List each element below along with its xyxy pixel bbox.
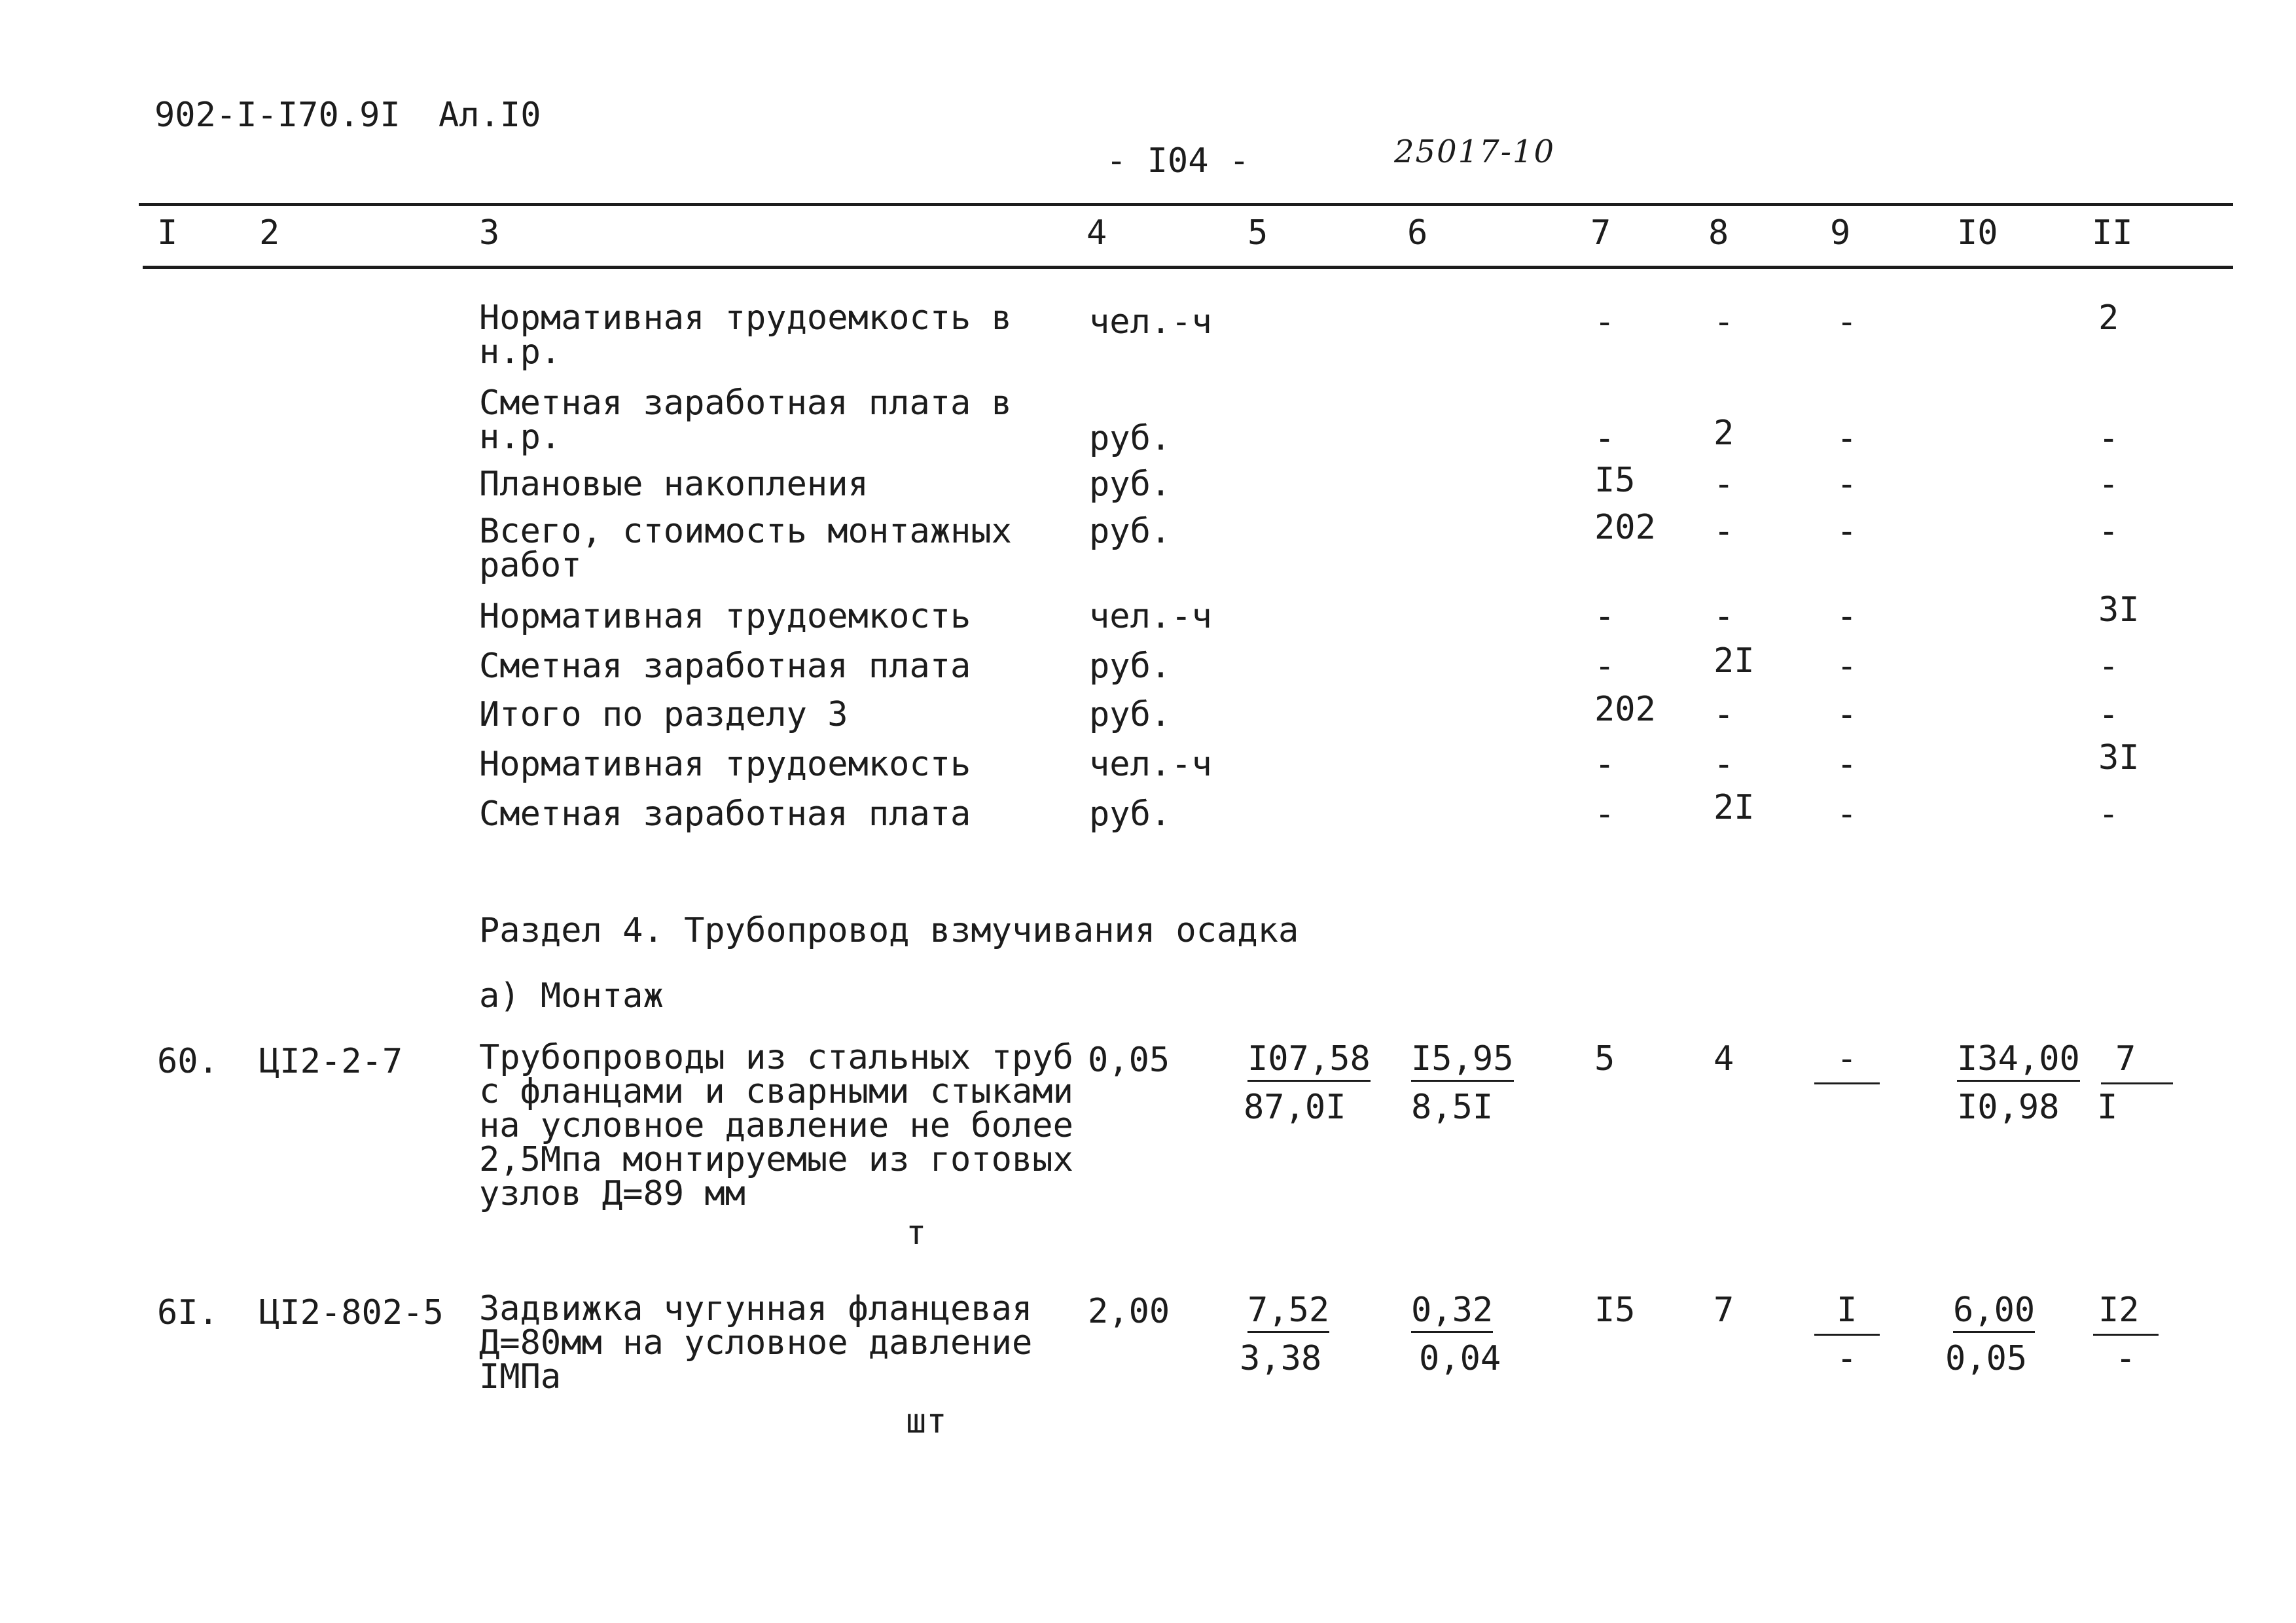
col5-bottom-value: 87,0I [1244,1088,1346,1127]
column-header: 7 [1590,213,1611,253]
item-code: ЦI2-802-5 [259,1293,444,1332]
summary-unit: руб. [1089,419,1172,458]
col11-bottom-value: - [2115,1339,2136,1378]
item-number: 6I. [157,1293,219,1332]
summary-col7: 202 [1594,690,1656,729]
summary-col8: 2I [1713,641,1755,681]
summary-col11: - [2098,647,2119,686]
document-code: 902-I-I70.9I [154,96,401,135]
col8-value: 4 [1713,1039,1734,1079]
summary-col8: - [1713,695,1734,734]
summary-name: Плановые накопления [479,465,869,504]
summary-col7: 202 [1594,508,1656,547]
col8-value: 7 [1713,1291,1734,1330]
summary-name: Нормативная трудоемкость в н.р. [479,298,1012,372]
summary-name: Итого по разделу 3 [479,695,848,734]
handwritten-inventory-number: 25017-10 [1394,134,1555,170]
summary-col8: 2I [1713,788,1755,827]
summary-col9: - [1837,745,1857,784]
summary-col9: - [1837,302,1857,342]
summary-unit: руб. [1089,512,1172,551]
page-number: - I04 - [1106,141,1250,181]
summary-col7: - [1594,794,1615,834]
item-quantity: 2,00 [1088,1292,1170,1331]
column-header: 9 [1830,213,1851,253]
col10-bottom-value: I0,98 [1957,1088,2060,1127]
item-quantity: 0,05 [1088,1041,1170,1080]
summary-col9: - [1837,465,1857,504]
summary-col9: - [1837,647,1857,686]
summary-name: Нормативная трудоемкость [479,597,971,636]
section-title: Раздел 4. Трубопровод взмучивания осадка [479,911,1299,950]
summary-col7: - [1594,745,1615,784]
col6-top-value: 0,32 [1411,1293,1493,1333]
item-description: Трубопроводы из стальных труб с фланцами и сварными стыками на условное давление не более 2,5Мпа монтируемые из готовых узлов Д=89 мм [479,1038,1073,1213]
column-header: I [157,213,178,253]
summary-col11: - [2098,794,2119,834]
summary-col8: 2 [1713,414,1734,453]
item-unit: шт [906,1402,947,1441]
col10-top-value: 6,00 [1953,1293,2035,1333]
col11-bottom-value: I [2097,1088,2118,1127]
summary-col8: - [1713,512,1734,551]
summary-col11: 2 [2098,298,2119,338]
col11-top-value: 7 [2115,1039,2136,1079]
table-header-bottom-rule [143,266,2233,269]
sheet-label: Ал.I0 [439,96,541,135]
summary-col9: - [1837,794,1857,834]
summary-col8: - [1713,597,1734,636]
summary-unit: чел.-ч [1089,745,1212,784]
col6-top-value: I5,95 [1411,1042,1514,1082]
column-header: 2 [259,213,280,253]
summary-unit: руб. [1089,695,1172,734]
summary-name: Сметная заработная плата [479,647,971,686]
col9-bottom-value: - [1837,1339,1857,1378]
column-header: 3 [479,213,500,253]
col11-top-value: I2 [2098,1291,2140,1330]
summary-col11: - [2098,512,2119,551]
column-header: II [2092,213,2133,253]
summary-col11: 3I [2098,738,2140,777]
summary-col9: - [1837,419,1857,458]
col5-bottom-value: 3,38 [1240,1339,1322,1378]
col9-top-value: I [1837,1291,1857,1330]
summary-col9: - [1837,695,1857,734]
summary-unit: чел.-ч [1089,302,1212,342]
section-subtitle: а) Монтаж [479,976,664,1016]
item-unit: т [906,1213,927,1253]
summary-col7: - [1594,647,1615,686]
summary-col11: 3I [2098,590,2140,630]
col10-top-value: I34,00 [1957,1042,2080,1082]
summary-col8: - [1713,302,1734,342]
summary-name: Нормативная трудоемкость [479,745,971,784]
column-header: 4 [1086,213,1107,253]
summary-col7: - [1594,419,1615,458]
item-description: Задвижка чугунная фланцевая Д=80мм на условное давление IМПа [479,1289,1033,1397]
col5-top-value: 7,52 [1247,1293,1329,1333]
summary-col11: - [2098,695,2119,734]
col10-bottom-value: 0,05 [1945,1339,2028,1378]
summary-name: Сметная заработная плата в н.р. [479,383,1012,457]
col5-top-value: I07,58 [1247,1042,1371,1082]
col11-fraction-line [2101,1082,2173,1084]
column-header: 6 [1407,213,1428,253]
col6-bottom-value: 8,5I [1411,1088,1494,1127]
item-number: 60. [157,1042,219,1081]
summary-col11: - [2098,465,2119,504]
col9-top-value: - [1837,1039,1857,1079]
summary-col9: - [1837,597,1857,636]
table-top-rule [139,203,2233,206]
summary-col8: - [1713,465,1734,504]
column-header: 8 [1708,213,1729,253]
summary-col7: - [1594,302,1615,342]
summary-col11: - [2098,419,2119,458]
summary-col7: I5 [1594,461,1636,500]
col7-value: I5 [1594,1291,1636,1330]
summary-col8: - [1713,745,1734,784]
summary-unit: руб. [1089,794,1172,834]
summary-col7: - [1594,597,1615,636]
summary-unit: руб. [1089,465,1172,504]
summary-col9: - [1837,512,1857,551]
summary-name: Всего, стоимость монтажных работ [479,512,1012,585]
summary-unit: руб. [1089,647,1172,686]
col6-bottom-value: 0,04 [1419,1339,1501,1378]
column-header: I0 [1957,213,1998,253]
col11-fraction-line [2093,1334,2159,1336]
summary-unit: чел.-ч [1089,597,1212,636]
col7-value: 5 [1594,1039,1615,1079]
col9-fraction-line [1814,1082,1880,1084]
column-header: 5 [1247,213,1268,253]
item-code: ЦI2-2-7 [259,1042,403,1081]
summary-name: Сметная заработная плата [479,794,971,834]
col9-fraction-line [1814,1334,1880,1336]
